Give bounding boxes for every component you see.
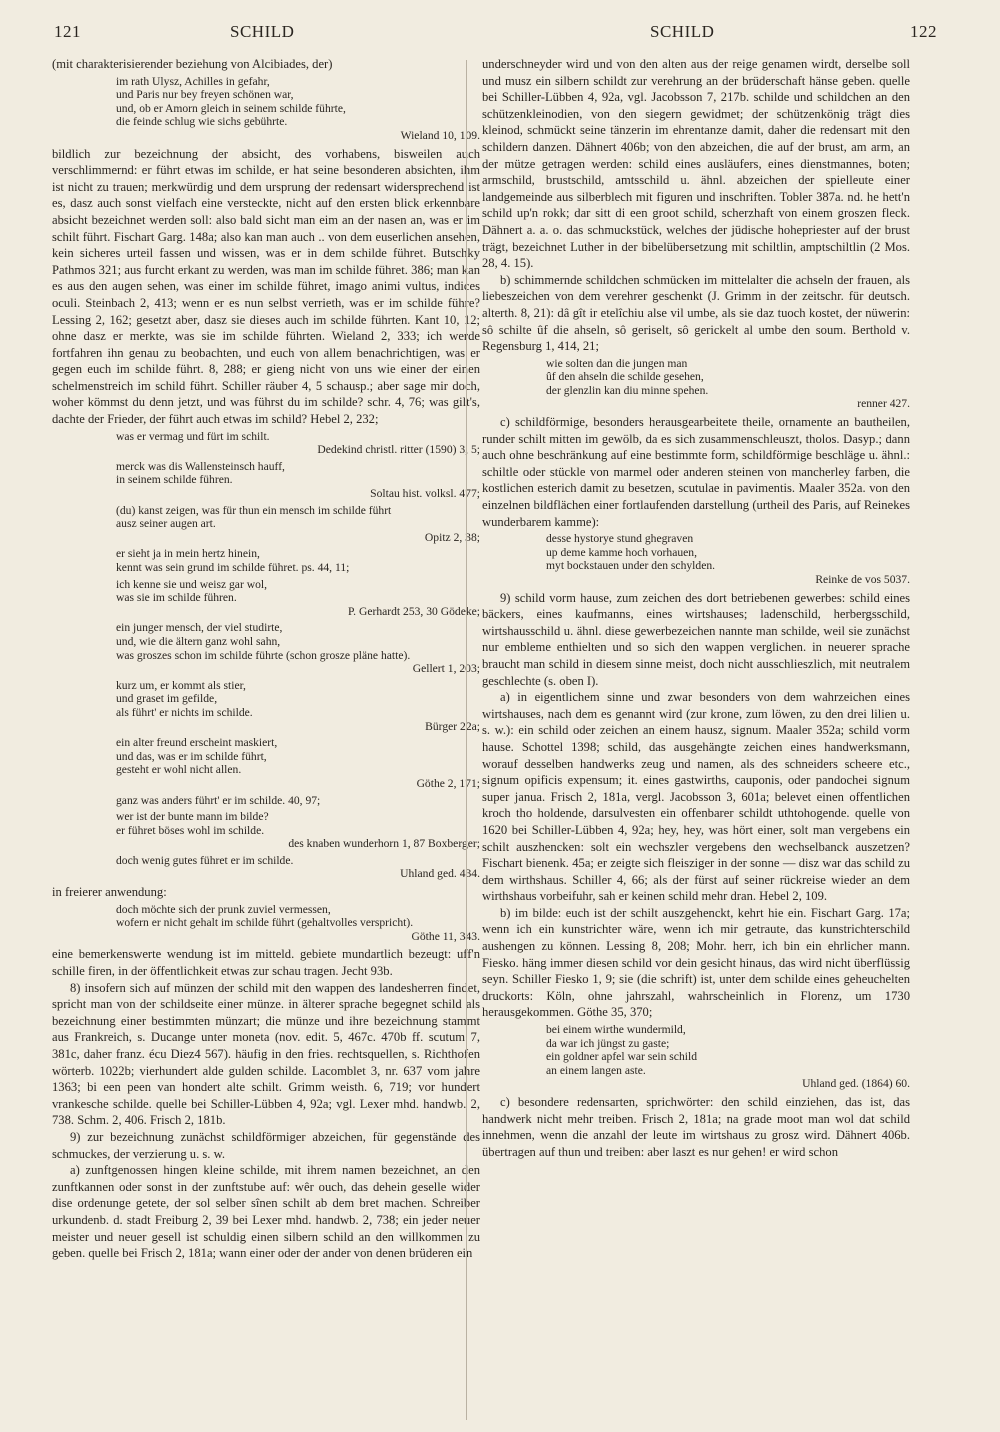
- quote-text: was er vermag und fürt im schilt.: [116, 429, 270, 443]
- verse-quotation: [116, 547, 480, 574]
- left-text-column: [52, 56, 480, 1262]
- body-paragraph: eine bemerkenswerte wendung ist im mitteld. gebiete mundartlich bezeugt: uff'n schille firen, in der öffentlichkeit etwas zur schau tragen. Jecht 93b.: [52, 947, 480, 979]
- quote-text: er sieht ja in mein hertz hinein, kennt was sein grund im schilde führet. ps. 44, 11;: [116, 547, 350, 574]
- verse-quotation: [116, 621, 480, 675]
- quote-source: Göthe 11, 343.: [411, 929, 480, 943]
- quote-source: Göthe 2, 171;: [416, 776, 480, 790]
- quote-text: doch möchte sich der prunk zuviel vermessen, wofern er nicht gehalt im schilde führt (gehaltvolles verspricht).: [116, 902, 414, 930]
- verse-quotation: [546, 1023, 910, 1091]
- body-paragraph: in freierer anwendung:: [52, 885, 167, 900]
- quote-text: ein junger mensch, der viel studirte, und, wie die ältern ganz wohl sahn, was groszes schon im schilde führte (schon grosze pläne hatte).: [116, 621, 411, 662]
- verse-quotation: [546, 532, 910, 586]
- quote-text: desse hystorye stund ghegraven up deme kamme hoch vorhauen, myt bockstauen under den schylden.: [546, 532, 716, 573]
- verse-quotation: [116, 504, 480, 545]
- quote-source: Reinke de vos 5037.: [815, 573, 910, 586]
- quote-text: (du) kanst zeigen, was für thun ein mensch im schilde führt ausz seiner augen art.: [116, 503, 392, 531]
- quote-text: bei einem wirthe wundermild, da war ich jüngst zu gaste; ein goldner apfel war sein schild an einem langen aste.: [546, 1023, 697, 1077]
- verse-quotation: [116, 679, 480, 733]
- body-paragraph: (mit charakterisierender beziehung von Alcibiades, der): [52, 57, 333, 71]
- left-page-number: 121: [54, 22, 81, 41]
- verse-quotation: [116, 903, 480, 944]
- quote-source: Uhland ged. 434.: [400, 867, 480, 881]
- quote-text: wie solten dan die jungen man ûf den ahseln die schilde gesehen, der glenzlin kan diu minne spehen.: [546, 356, 709, 397]
- quote-source: Gellert 1, 203;: [412, 662, 480, 676]
- body-paragraph: bildlich zur bezeichnung der absicht, des vorhabens, bisweilen auch verschlimmernd: er führt etwas im schilde, er hat seine besonderen absichten, ihm ist nicht zu trauen; merkwürdig und dem ursprung der redensart widersprechend ist es, dasz auch sonst vielfach eine versteckte, nicht auf den ersten blick erkennbare absicht bezeichnet werden soll: also bald sicht man eim an der nasen an, was er im schilt führt. Fischart Garg. 148a; also kan man auch .. von dem euserlichen ansehen, kein sicheres urteil fassen und wissen, was er in dem schilde führet. Butschky Pathmos 321; aus furcht erkant zu werden, was man im schilde führet. 386; man kan es aus den augen sehen, was einer im schilde führet, imago animi vultus, indices oculi. Steinbach 2, 413; wenn er es nun selbst verrieth, was er im schilde führe? Lessing 2, 162; gesetzt aber, dasz sie dieses auch im schilde führten. Kant 10, 12; ohne dasz er merkte, was sie im schilde führten. Wieland 2, 333; ich werde fortfahren ihn genau zu beobachten, und euch von allem benachrichtigen, was er gegen euch im schilde führt. 8, 288; er gieng nicht von uns wie einer der einen schelmenstreich im schild führt. Schiller räuber 4, 5 schausp.; aber sage mir doch, woher kömmst du denn jetzt, und was führst du im schilde? schr. 4, 76; was gilt's, dachte der Frieder, der führt auch etwas im schild? Hebel 2, 232;: [52, 146, 480, 427]
- quote-text: ich kenne sie und weisz gar wol, was sie im schilde führen.: [116, 577, 267, 605]
- verse-quotation: [116, 75, 480, 143]
- numbered-sense-paragraph: b) im bilde: euch ist der schilt auszgehenckt, kehrt hie ein. Fischart Garg. 17a; wenn ich ein kunstrichter wäre, wenn ich mir getraute, das kunstrichterschild aushengen zu können. Lessing 8, 208; Mohr. herr, ich bin ein ehrlicher mann. Fiesko. häng immer diesen schild vor dein gesicht hinaus, das wird nicht überflüssig seyn. Schiller Fiesko 1, 9; sie (die schrift) ist, unter dem schilde eines geheuchelten druckorts: Köln, ohne jahrszahl, wahrscheinlich in Florenz, um 1730 herausgekommen. Göthe 35, 370;: [482, 905, 910, 1020]
- quote-text: wer ist der bunte mann im bilde? er führet böses wohl im schilde.: [116, 810, 269, 837]
- numbered-sense-paragraph: a) zunftgenossen hingen kleine schilde, mit ihrem namen bezeichnet, an den zunftkannen oder sonst in der zunftstube auf: wêr ouch, das dehein geselle wider dise ordenunge getete, der sol selber sînen schilt ab dem bret machen. Schreiber urkundenb. d. stadt Freiburg 2, 39 bei Lexer mhd. handwb. 2, 738; ein jeder neuer meister und neuer gesell ist schuldig einen silbern schild an den willkommen zu geben. quelle bei Frisch 2, 181a; wann einer oder der ander von denen brüderen ein: [52, 1163, 480, 1261]
- numbered-sense-paragraph: c) schildförmige, besonders herausgearbeitete theile, ornamente an bautheilen, runder schilt mitten im gewölb, da es sich zusammenschleuszt, tholos. Dasyp.; dann auch ohne beschränkung auf eine bestimmte form, schildförmige beschläge u. ähnl.: schiltle oder stückle von marmel oder anderen steinen von mancherley farben, die kostlichen esterich damit zu besetzen, scutulae in pavimentis. Maaler 352a. von den einzelnen bildflächen einer fortlaufenden darstellung (urtheil des Paris, auf Reinekes wunderbarem kamme):: [482, 415, 910, 529]
- quote-text: im rath Ulysz, Achilles in gefahr, und Paris nur bey freyen schönen war, und, ob er Amorn gleich in seinem schilde führte, die feinde schlug wie sichs gebührte.: [116, 74, 346, 129]
- quote-source: Dedekind christl. ritter (1590) 3, 5;: [317, 443, 480, 457]
- numbered-sense-paragraph: a) in eigentlichem sinne und zwar besonders von dem wahrzeichen eines wirtshauses, nach dem es genannt wird (zur krone, zum löwen, zu den drei lilien u. s. w.): ein schild oder zeichen an einem hausz, signum. Maaler 352a; schild vorm hause. Schottel 1398; schild, das ausgehängte zeichen eines handwerksmann, worauf desselben handwerks zeug und namen, als des schneiders scheere etc., signum opificis expensum; it. eines gastwirths, cauponis, oder pandochei signum super janua. Frisch 2, 181a, vergl. Jacobsson 3, 601a; belevet einen offentlichen kroch tho holdende, darsulvesten ein offenbarer schildt uthtohogende. quelle von 1620 bei Schiller-Lübben 4, 92a; hey, hey, was hört einer, solt man vergebens ein schilt auszhencken: solt ein wechszler vergebens den wechselbanck auszetzen? Fischart bienenk. 45a; er zeigte sich fleisziger in der sonne — disz war das schild zu dem wirthshaus. Schiller 4, 66; als der fürst auf seiner rückreise wieder an dem wirthshaus vorbeifuhr, sah er keinen schild mehr dran. Hebel 2, 109.: [482, 690, 910, 904]
- quote-source: Uhland ged. (1864) 60.: [802, 1077, 910, 1091]
- numbered-sense-paragraph: b) schimmernde schildchen schmücken im mittelalter die achseln der frauen, als liebeszeichen von dem verehrer geschenkt (J. Grimm in der zeitschr. für deutsch. alterth. 8, 21): dâ gît ir etelîchiu alse vil umbe, als sie daz tuoch kostet, der nüwerin: sô schilte ûf die ahseln, sô geriselt, sô gerickelt al umbe den soum. Berthold v. Regensburg 1, 414, 21;: [482, 272, 910, 354]
- quote-source: renner 427.: [857, 397, 910, 411]
- quote-text: ein alter freund erscheint maskiert, und das, was er im schilde führt, gesteht er wohl nicht allen.: [116, 736, 278, 777]
- quote-text: merck was dis Wallensteinsch hauff, in seinem schilde führen.: [116, 459, 285, 487]
- body-paragraph: underschneyder wird und von den alten aus der reige genamen wirdt, derselbe soll und musz ein silbern schildt zur verehrung an der brüderschaft hänse geben. quelle bei Schiller-Lübben 4, 92a, vgl. Jacobsson 7, 217b. schilde und schildchen an den schützenkleinodien, von den siegern gewidmet; der schützenkönig trägt dies kleinod, schmückt seine tänzerin im ehrentanze damit, daher die redensart mit den schildern danzen. Dähnert 406b; von den abzeichen, die auf der brust, am arm, an der mütze getragen werden: schild eines ausläufers, eines dienstmannes, boten; armschild, brustschild, amtsschild u. ähnl. abzeichen der spielleute einer landgemeinde aus silberblech mit figuren und inschriften. Tobler 387a. nd. he hett'n schild up'n rokk; dar sitt di een groot schild, scherzhaft von einem groszen fleck. Dähnert a. a. o. das schmuckstück, welches der jüdische hohepriester auf der brust trägt, bezeichnet Luther in der bibelübersetzung mit schiltlin, amptschiltlin (2 Mos. 28, 4. 15).: [482, 57, 910, 271]
- right-page-number: 122: [910, 22, 937, 41]
- quote-source: Bürger 22a;: [425, 719, 480, 733]
- verse-quotation: [546, 357, 910, 411]
- left-running-head: SCHILD: [230, 22, 295, 41]
- right-text-column: [482, 56, 910, 1160]
- quote-text: ganz was anders führt' er im schilde. 40, 97;: [116, 793, 321, 807]
- quote-text: doch wenig gutes führet er im schilde.: [116, 853, 294, 867]
- verse-quotation: [116, 854, 480, 881]
- numbered-sense-paragraph: 9) zur bezeichnung zunächst schildförmiger abzeichen, für gegenstände des schmuckes, der verzierung u. s. w.: [52, 1129, 480, 1161]
- quote-source: Wieland 10, 109.: [400, 128, 480, 142]
- quote-source: des knaben wunderhorn 1, 87 Boxberger;: [288, 837, 480, 851]
- verse-quotation: [116, 794, 480, 808]
- column-divider: [466, 60, 467, 1420]
- right-running-head: SCHILD: [650, 22, 715, 41]
- verse-quotation: [116, 810, 480, 851]
- verse-quotation: [116, 578, 480, 619]
- numbered-sense-paragraph: 8) insofern sich auf münzen der schild mit den wappen des landesherren findet, spricht man von der schildseite einer münze. in älterer sprache begegnet schild als bezeichnung einer bestimmten münzart; die münze und ihre bezeichnung stammt aus Frankreich, s. Ducange unter moneta (nov. edit. 5, 467c. 470b ff. scutum 7, 381c, daher franz. écu Diez4 567). häufig in den fries. rechtsquellen, s. Richthofen wörterb. 1022b; vierhundert alde gulden schilde. Lacomblet 3, nr. 637 vom jahre 1363; bi een peen van hondert alte schilt. Grimm weisth. 6, 719; vor hundert vrankesche schilde. quelle bei Schiller-Lübben 4, 92a; vgl. Lexer mhd. handwb. 2, 738. Schm. 2, 406. Frisch 2, 181b.: [52, 980, 480, 1128]
- verse-quotation: [116, 460, 480, 501]
- quote-source: Opitz 2, 38;: [424, 530, 480, 544]
- quote-source: P. Gerhardt 253, 30 Gödeke;: [347, 604, 480, 618]
- verse-quotation: [116, 430, 480, 457]
- verse-quotation: [116, 736, 480, 790]
- numbered-sense-paragraph: 9) schild vorm hause, zum zeichen des dort betriebenen gewerbes: schild eines bäckers, eines kaufmanns, eines wirtshauses; ladenschild, herbergsschild, wirtshausschild u. ähnl. diese gewerbezeichen nannte man schilde, weil sie zunächst nur embleme enthielten und so sich den wappen verglichen. in neuerer sprache braucht man schild in diesem sinne meist, doch nicht ausschlieszlich, mit neutralem geschlechte (s. oben I).: [482, 590, 910, 688]
- quote-text: kurz um, er kommt als stier, und graset im gefilde, als führt' er nichts im schilde.: [116, 678, 253, 719]
- quote-source: Soltau hist. volksl. 477;: [370, 487, 480, 501]
- numbered-sense-paragraph: c) besondere redensarten, sprichwörter: den schild einziehen, das ist, das handwerk nicht mehr treiben. Frisch 2, 181a; na grade moot man wol dat schild innehmen, wenn die anzahl der leute im wirtshaus zu grosz wird. Dähnert 406b. übertragen auf thun und treiben: aber laszt es nur gehen! er wird schon: [482, 1095, 910, 1159]
